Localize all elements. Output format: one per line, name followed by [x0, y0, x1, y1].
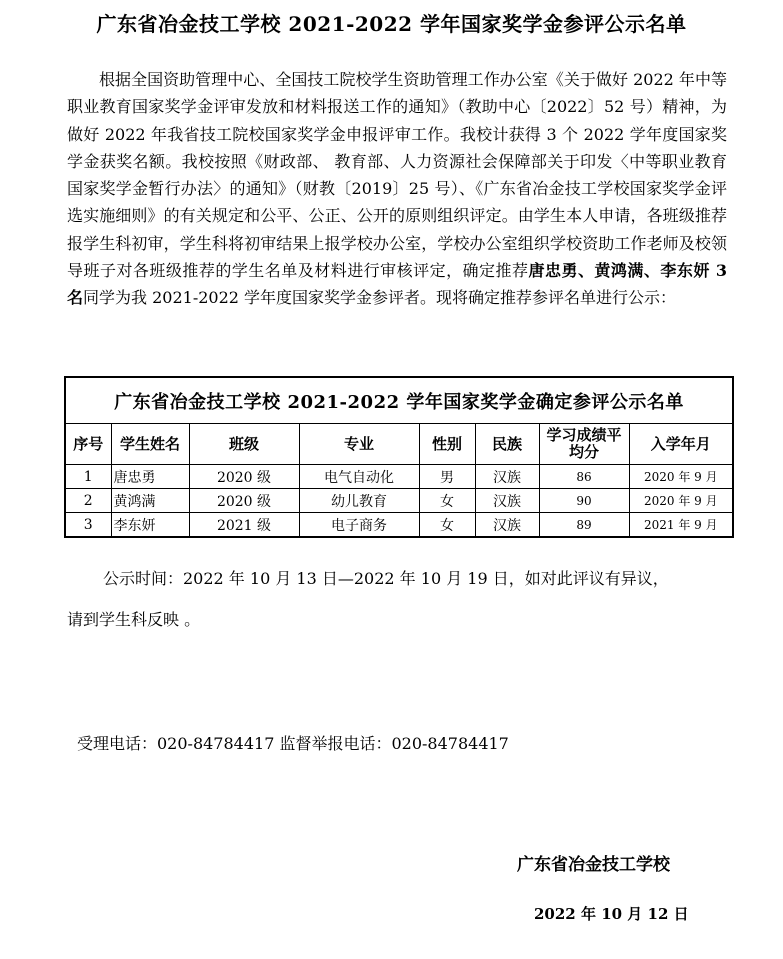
nominee-table — [64, 376, 734, 538]
contact-phones: 受理电话：020-84784417 监督举报电话：020-84784417 — [77, 734, 509, 753]
table-row — [65, 465, 733, 489]
header-gender: 性别 — [419, 424, 475, 465]
signature-organization: 广东省冶金技工学校 — [517, 855, 670, 875]
cell-gender: 男 — [419, 465, 475, 489]
header-average-score: 学习成绩平均分 — [539, 424, 629, 465]
cell-gender: 女 — [419, 513, 475, 538]
cell-student-name: 唐忠勇 — [111, 465, 189, 489]
cell-major: 电子商务 — [299, 513, 419, 538]
header-index: 序号 — [65, 424, 111, 465]
cell-index: 2 — [65, 489, 111, 513]
table-row — [65, 489, 733, 513]
header-class: 班级 — [189, 424, 299, 465]
paragraph-recommended-names: 唐忠勇、黄鸿满、李东妍 3 名 — [67, 261, 727, 308]
objection-instruction-text: 请到学生科反映 。 — [67, 610, 201, 629]
cell-student-name: 李东妍 — [111, 513, 189, 538]
cell-ethnicity: 汉族 — [475, 513, 539, 538]
cell-enrollment-date: 2020 年 9 月 — [629, 465, 733, 489]
cell-major: 电气自动化 — [299, 465, 419, 489]
cell-average-score: 86 — [539, 465, 629, 489]
table-row — [65, 513, 733, 538]
paragraph-text-start: 根据全国资助管理中心、全国技工院校学生资助管理工作办公室《关于做好 2022 年中等职业教育国家奖学金评审发放和材料报送工作的通知》（教助中心〔2022〕52 号）精神，为做好 2022 年我省技工院校国家奖学金申报评审工作。我校计获得 3 个 2022 学年度国家奖学金获奖名额。我校按照《财政部、 教育部、人力资源社会保障部关于印发〈中等职业教育国家奖学金暂行办法〉的通知》（财教〔2019〕25 号）、《广东省冶金技工学校国家奖学金评选实施细则》的有关规定和公平、公正、公开的原则组织评定。由学生本人申请，各班级推荐报学生科初审，学生科将初审结果上报学校办公室，学校办公室组织学校资助工作老师及校领导班子对各班级推荐的学生名单及材料进行审核评定，确定推荐 — [67, 70, 727, 281]
publicity-period-text: 公示时间：2022 年 10 月 13 日—2022 年 10 月 19 日，如对此评议有异议， — [103, 569, 669, 588]
cell-index: 3 — [65, 513, 111, 538]
cell-student-name: 黄鸿满 — [111, 489, 189, 513]
cell-class: 2020 级 — [189, 465, 299, 489]
nominee-table-container — [64, 376, 732, 538]
header-ethnicity: 民族 — [475, 424, 539, 465]
cell-enrollment-date: 2021 年 9 月 — [629, 513, 733, 538]
header-enrollment-date: 入学年月 — [629, 424, 733, 465]
body-paragraph — [67, 66, 727, 312]
paragraph-text-end: 同学为我 2021-2022 学年度国家奖学金参评者。现将确定推荐参评名单进行公示： — [83, 288, 677, 308]
header-major: 专业 — [299, 424, 419, 465]
cell-average-score: 89 — [539, 513, 629, 538]
cell-ethnicity: 汉族 — [475, 465, 539, 489]
cell-ethnicity: 汉族 — [475, 489, 539, 513]
cell-average-score: 90 — [539, 489, 629, 513]
table-caption: 广东省冶金技工学校 2021-2022 学年国家奖学金确定参评公示名单 — [65, 377, 733, 424]
cell-gender: 女 — [419, 489, 475, 513]
cell-class: 2020 级 — [189, 489, 299, 513]
cell-class: 2021 级 — [189, 513, 299, 538]
cell-enrollment-date: 2020 年 9 月 — [629, 489, 733, 513]
cell-major: 幼儿教育 — [299, 489, 419, 513]
cell-index: 1 — [65, 465, 111, 489]
table-header-row — [65, 424, 733, 465]
header-student-name: 学生姓名 — [111, 424, 189, 465]
signature-date: 2022 年 10 月 12 日 — [534, 905, 689, 923]
document-title: 广东省冶金技工学校 2021-2022 学年国家奖学金参评公示名单 — [96, 12, 687, 36]
